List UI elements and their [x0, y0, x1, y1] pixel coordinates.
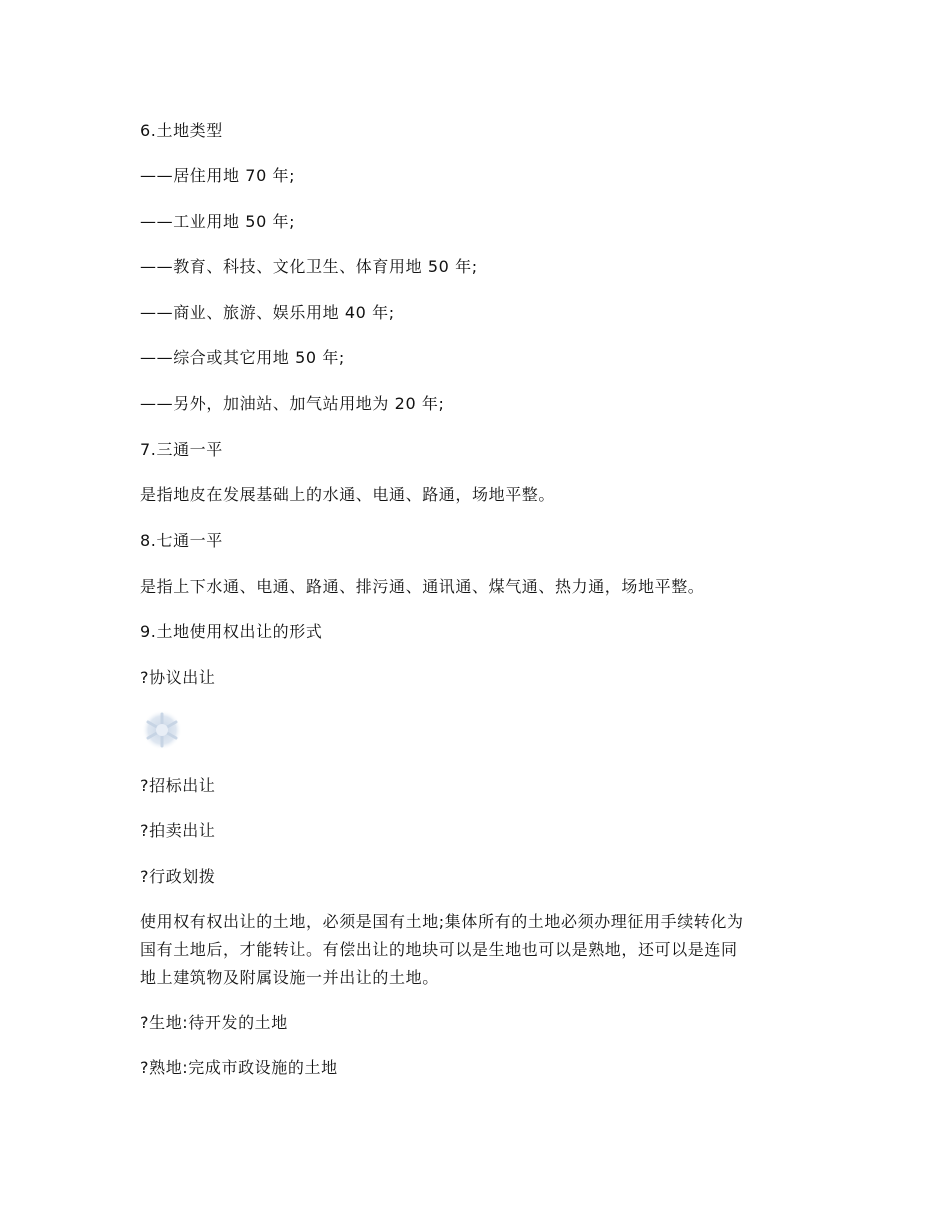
snowflake-icon: [140, 708, 184, 752]
paragraph-line: 地上建筑物及附属设施一并出让的土地。: [140, 968, 439, 987]
list-item: ?熟地:完成市政设施的土地: [140, 1058, 338, 1077]
list-item: ——另外，加油站、加气站用地为 20 年;: [140, 394, 445, 413]
paragraph-line: 使用权有权出让的土地，必须是国有土地;集体所有的土地必须办理征用手续转化为: [140, 912, 744, 931]
list-item: ?生地:待开发的土地: [140, 1013, 288, 1032]
list-item: ——商业、旅游、娱乐用地 40 年;: [140, 303, 395, 322]
body-text: 是指上下水通、电通、路通、排污通、通讯通、煤气通、热力通，场地平整。: [140, 577, 705, 596]
section-heading-seven-connections: 8.七通一平: [140, 531, 223, 550]
list-item: ?行政划拨: [140, 867, 216, 886]
list-item: ——综合或其它用地 50 年;: [140, 348, 345, 367]
section-heading-transfer-forms: 9.土地使用权出让的形式: [140, 622, 323, 641]
list-item: ?拍卖出让: [140, 821, 216, 840]
body-text: 是指地皮在发展基础上的水通、电通、路通，场地平整。: [140, 485, 556, 504]
list-item: ?招标出让: [140, 776, 216, 795]
section-heading-three-connections: 7.三通一平: [140, 440, 223, 459]
paragraph-line: 国有土地后，才能转让。有偿出让的地块可以是生地也可以是熟地，还可以是连同: [140, 940, 738, 959]
body-paragraph: [140, 908, 820, 992]
section-heading-land-types: 6.土地类型: [140, 121, 223, 140]
list-item: ——工业用地 50 年;: [140, 212, 296, 231]
list-item: ——教育、科技、文化卫生、体育用地 50 年;: [140, 257, 478, 276]
list-item: ——居住用地 70 年;: [140, 166, 296, 185]
list-item: ?协议出让: [140, 668, 216, 687]
